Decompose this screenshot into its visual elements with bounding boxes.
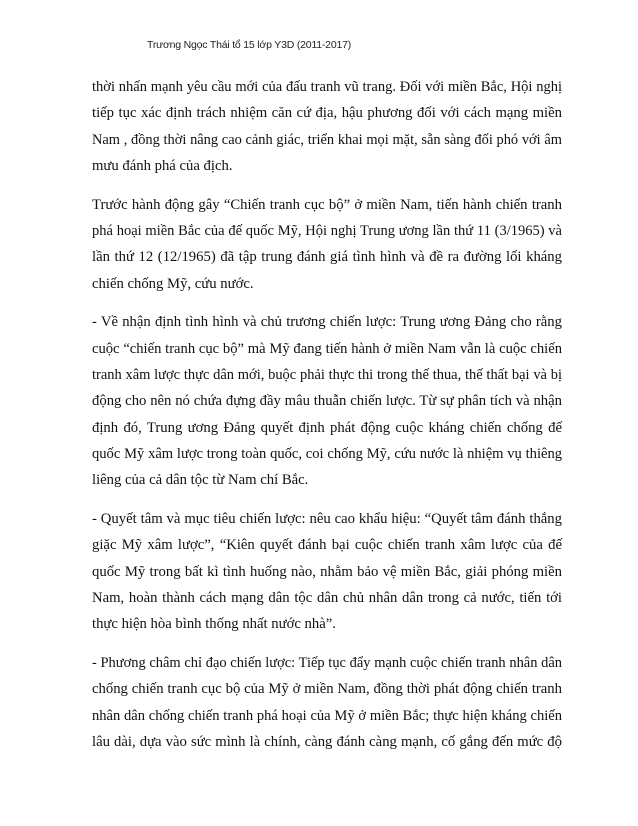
text-line: lâu dài, dựa vào sức mình là chính, càng đánh càng mạnh, cố gắng đến mức độ (92, 733, 562, 750)
text-line: phá hoại miền Bắc của đế quốc Mỹ, Hội nghị Trung ương lần thứ 11 (3/1965) và (92, 222, 562, 239)
text-line: mưu đánh phá của địch. (92, 158, 233, 175)
text-line: Nam, hoàn thành cách mạng dân tộc dân chủ nhân dân trong cả nước, tiến tới (92, 590, 562, 607)
text-line: thực hiện hòa bình thống nhất nước nhà”. (92, 616, 336, 633)
text-line: quốc Mỹ trong bất kì tình huống nào, nhằm bảo vệ miền Bắc, giải phóng miền (92, 563, 562, 580)
text-line: - Phương châm chỉ đạo chiến lược: Tiếp tục đẩy mạnh cuộc chiến tranh nhân dân (92, 654, 562, 671)
text-line: Nam , đồng thời nâng cao cảnh giác, triển khai mọi mặt, sẵn sàng đối phó với âm (92, 131, 562, 148)
text-line: lần thứ 12 (12/1965) đã tập trung đánh giá tình hình và đề ra đường lối kháng (92, 249, 562, 266)
text-line: giặc Mỹ xâm lược”, “Kiên quyết đánh bại cuộc chiến tranh xâm lược của đế (92, 537, 562, 554)
text-line: quốc Mỹ xâm lược trong toàn quốc, coi chống Mỹ, cứu nước là nhiệm vụ thiêng (92, 446, 562, 463)
text-line: - Về nhận định tình hình và chủ trương chiến lược: Trung ương Đảng cho rằng (92, 314, 562, 331)
paragraph (92, 309, 562, 494)
page-header: Trương Ngọc Thái tổ 15 lớp Y3D (2011-2017) (147, 39, 352, 51)
body-text (92, 74, 562, 767)
paragraph (92, 506, 562, 638)
paragraph (92, 650, 562, 756)
text-line: nhân dân chống chiến tranh phá hoại của Mỹ ở miền Bắc; thực hiện kháng chiến (92, 707, 562, 724)
text-line: - Quyết tâm và mục tiêu chiến lược: nêu cao khẩu hiệu: “Quyết tâm đánh thắng (92, 510, 562, 527)
text-line: cuộc “chiến tranh cục bộ” mà Mỹ đang tiến hành ở miền Nam vẫn là cuộc chiến (92, 340, 562, 357)
text-line: tiếp tục xác định trách nhiệm căn cứ địa, hậu phương đối với cách mạng miền (92, 105, 562, 122)
text-line: định đó, Trung ương Đảng quyết định phát động cuộc kháng chiến chống đế (92, 419, 562, 436)
text-line: chiến chống Mỹ, cứu nước. (92, 275, 254, 292)
text-line: thời nhấn mạnh yêu cầu mới của đấu tranh vũ trang. Đối với miền Bắc, Hội nghị (92, 79, 562, 95)
text-line: liêng của cả dân tộc từ Nam chí Bắc. (92, 472, 309, 489)
text-line: tranh xâm lược thực dân mới, buộc phải thực thi trong thế thua, thế thất bại và bị (92, 366, 562, 383)
paragraph (92, 192, 562, 298)
text-line: chống chiến tranh cục bộ của Mỹ ở miền Nam, đồng thời phát động chiến tranh (92, 681, 562, 698)
text-line: động cho nên nó chứa đựng đầy mâu thuẫn chiến lược. Từ sự phân tích và nhận (92, 393, 562, 410)
paragraph (92, 74, 562, 180)
text-line: Trước hành động gây “Chiến tranh cục bộ” ở miền Nam, tiến hành chiến tranh (92, 196, 562, 213)
